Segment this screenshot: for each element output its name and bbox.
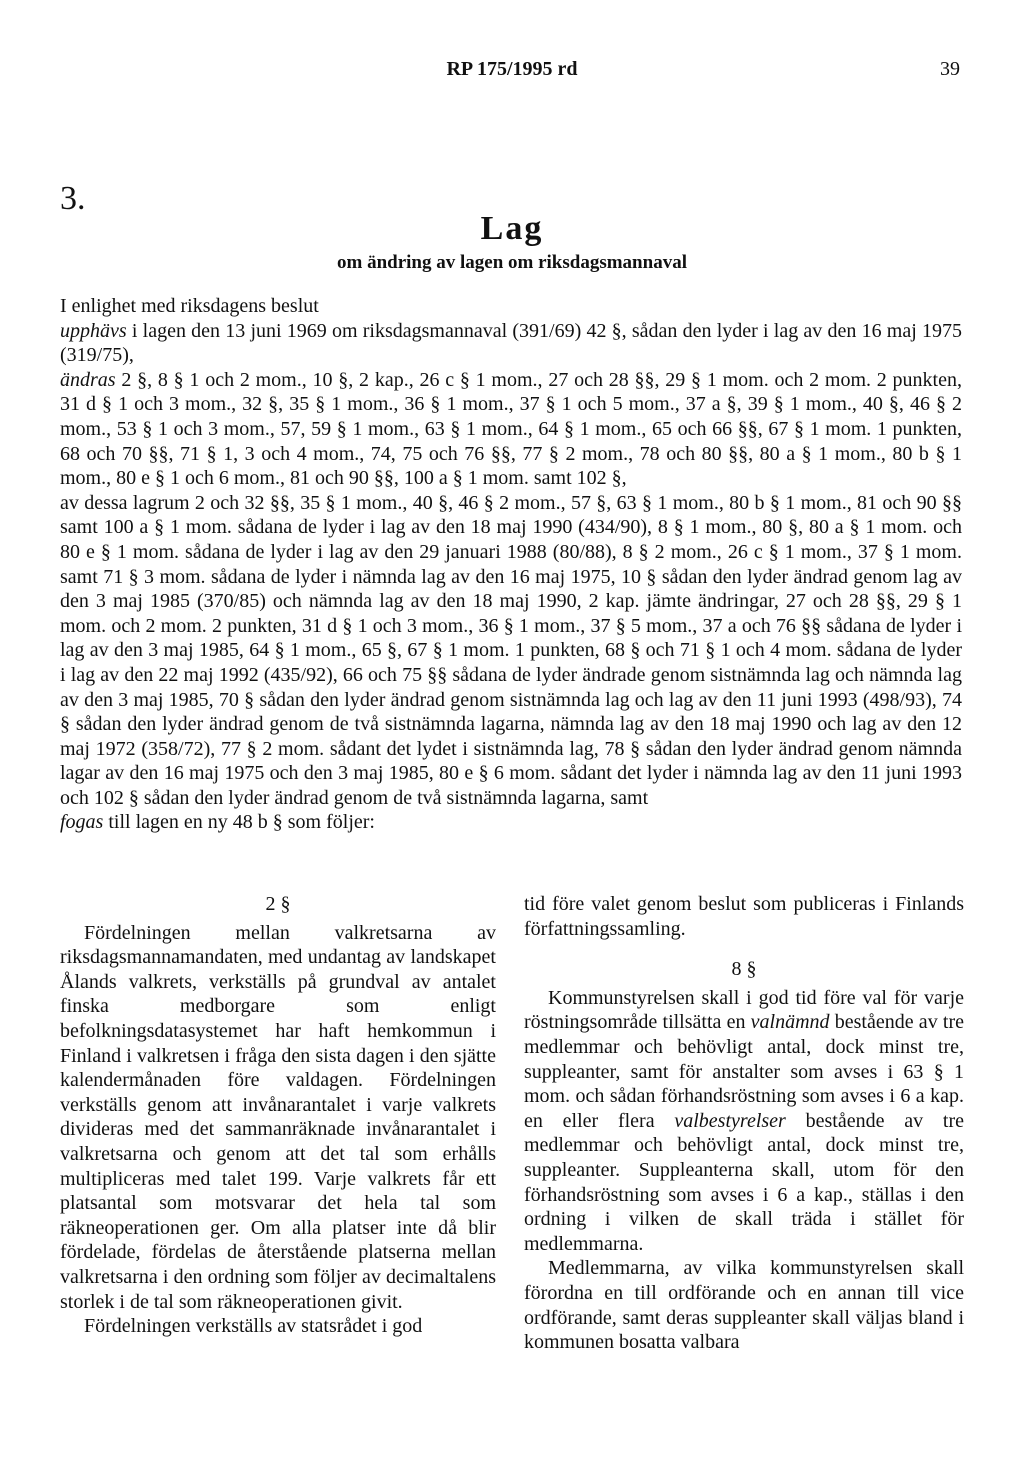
preamble-amend [60, 368, 962, 491]
section-8-paragraph-1 [524, 986, 964, 1257]
section-2-continuation: tid före valet genom beslut som publiceras i Finlands författningssamling. [524, 893, 964, 940]
repeal-text: i lagen den 13 juni 1969 om riksdagsmannaval (391/69) 42 §, sådan den lyder i lag av den 16 maj 1975 (319/75), [60, 319, 962, 367]
left-column [60, 892, 496, 1339]
term-upphavs: upphävs [60, 319, 127, 342]
amend-text: 2 §, 8 § 1 och 2 mom., 10 §, 2 kap., 26 c § 1 mom., 27 och 28 §§, 29 § 1 mom. och 2 mom. 2 punkten, 31 d § 1 och 3 mom., 32 §, 35 § 1 mom., 36 § 1 mom., 37 § 1 och 5 mom., 37 a §, 39 § 1 mom., 40 §, 46 § 2 mom., 53 § 1 och 3 mom., 57, 59 § 1 mom., 63 § 1 mom., 64 § 1 mom., 65 och 66 §§, 67 § 1 mom. 1 punkten, 68 och 70 §§, 71 § 1, 3 och 4 mom., 74, 75 och 76 §§, 77 § 2 mom., 78 och 80 §§, 80 a § 1 mom., 80 b § 1 mom., 80 e § 1 och 6 mom., 81 och 90 §§, 100 a § 1 mom. samt 102 §, [60, 368, 962, 490]
section-8-paragraph-2: Medlemmarna, av vilka kommunstyrelsen skall förordna en till ordförande och en annan till vice ordförande, samt deras suppleanter skall väljas bland i kommunen bosatta valbara [524, 1257, 964, 1354]
right-column [524, 892, 964, 1355]
section-8-text-c: bestående av tre medlemmar och behövligt antal, dock minst tre, suppleanter. Suppleanterna skall, utom för den förhandsröstning som avses i 6 a kap., ställas i den ordning i vilken de skall träda i stället för medlemmarna. [524, 1109, 964, 1255]
preamble-repeal [60, 319, 962, 368]
section-heading-8: 8 § [731, 958, 757, 981]
term-andras: ändras [60, 368, 116, 391]
preamble-provisions: av dessa lagrum 2 och 32 §§, 35 § 1 mom., 40 §, 46 § 2 mom., 57 §, 63 § 1 mom., 80 b § 1 mom., 81 och 90 §§ samt 100 a § 1 mom. sådana de lyder i lag av den 18 maj 1990 (434/90), 8 § 1 mom., 80 §, 80 a § 1 mom. och 80 e § 1 mom. sådana de lyder i lag av den 29 januari 1988 (80/88), 8 § 2 mom., 26 c § 1 mom., 37 § 1 mom. samt 71 § 3 mom. sådana de lyder i nämnda lag av den 16 maj 1975, 10 § sådan den lyder ändrad genom lag av den 3 maj 1985 (370/85) och nämnda lag av den 18 maj 1990, 2 kap. jämte ändringar, 27 och 28 §§, 29 § 1 mom. och 2 mom. 2 punkten, 31 d § 1 och 3 mom., 36 § 1 mom., 37 § 5 mom., 37 a och 76 §§ sådana de lyder i lag av den 3 maj 1985, 64 § 1 mom., 65 §, 67 § 1 mom. 1 punkten, 68 § och 71 § 1 och 4 mom. sådana de lyder i lag av den 22 maj 1992 (435/92), 66 och 75 §§ sådana de lyder ändrade genom sistnämnda lag och nämnda lag av den 3 maj 1985, 70 § sådan den lyder ändrad genom sistnämnda lag och lag av den 11 juni 1993 (498/93), 74 § sådan den lyder ändrad genom de två sistnämnda lagarna, nämnda lag av den 18 maj 1990 och lag av den 12 maj 1972 (358/72), 77 § 2 mom. sådant det lydet i sistnämnda lag, 78 § sådan den lyder ändrad genom nämnda lagar av den 16 maj 1975 och den 3 maj 1985, 80 e § 6 mom. sådant det lyder i nämnda lag av den 11 juni 1993 och 102 § sådan den lyder ändrad genom de två sistnämnda lagarna, samt [60, 491, 962, 809]
running-header-title: RP 175/1995 rd [446, 58, 578, 80]
add-text: till lagen en ny 48 b § som följer: [103, 811, 375, 834]
page-number: 39 [940, 58, 960, 80]
law-title: Lag [480, 210, 544, 247]
preamble-add [60, 810, 962, 835]
term-valbestyrelser: valbestyrelser [674, 1109, 786, 1132]
section-8-text-a: Kommunstyrelsen skall i god tid före val för varje röstningsområde tillsätta en [524, 986, 964, 1034]
section-2-paragraph-1: Fördelningen mellan valkretsarna av riksdagsmannamandaten, med undantag av landskapet Ålands valkrets, verkställs på grundval av antalet finska medborgare som enligt befolkningsdatasystemet har haft hemkommun i Finland i valkretsen i fråga den sista dagen i den sjätte kalendermånaden före valdagen. Fördelningen verkställs genom att invånarantalet i varje valkrets divideras med det sammanräknade invånarantalet i valkretsarna och genom att det tal som erhålls multipliceras med talet 199. Varje valkrets får ett platsantal som motsvarar det hela tal som räkneoperationen ger. Om alla platser inte då blir fördelade, fördelas de återstående platserna mellan valkretsarna i den ordning som följer av decimaltalens storlek i de tal som räkneoperationen givit. [60, 921, 496, 1313]
preamble [60, 294, 962, 835]
term-fogas: fogas [60, 811, 104, 834]
law-number: 3. [60, 180, 86, 217]
preamble-lead: I enlighet med riksdagens beslut [60, 295, 319, 317]
law-subtitle: om ändring av lagen om riksdagsmannaval [337, 252, 687, 273]
section-2-paragraph-2: Fördelningen verkställs av statsrådet i god [84, 1315, 423, 1338]
section-8-text-b: bestående av tre medlemmar och behövligt antal, dock minst tre, suppleanter, samt för anstalter som avses i 63 § 1 mom. och sådan förhandsröstning som avses i 6 a kap. en eller flera [524, 1011, 964, 1132]
section-heading-2: 2 § [265, 893, 291, 915]
term-valnamnd: valnämnd [750, 1011, 830, 1034]
